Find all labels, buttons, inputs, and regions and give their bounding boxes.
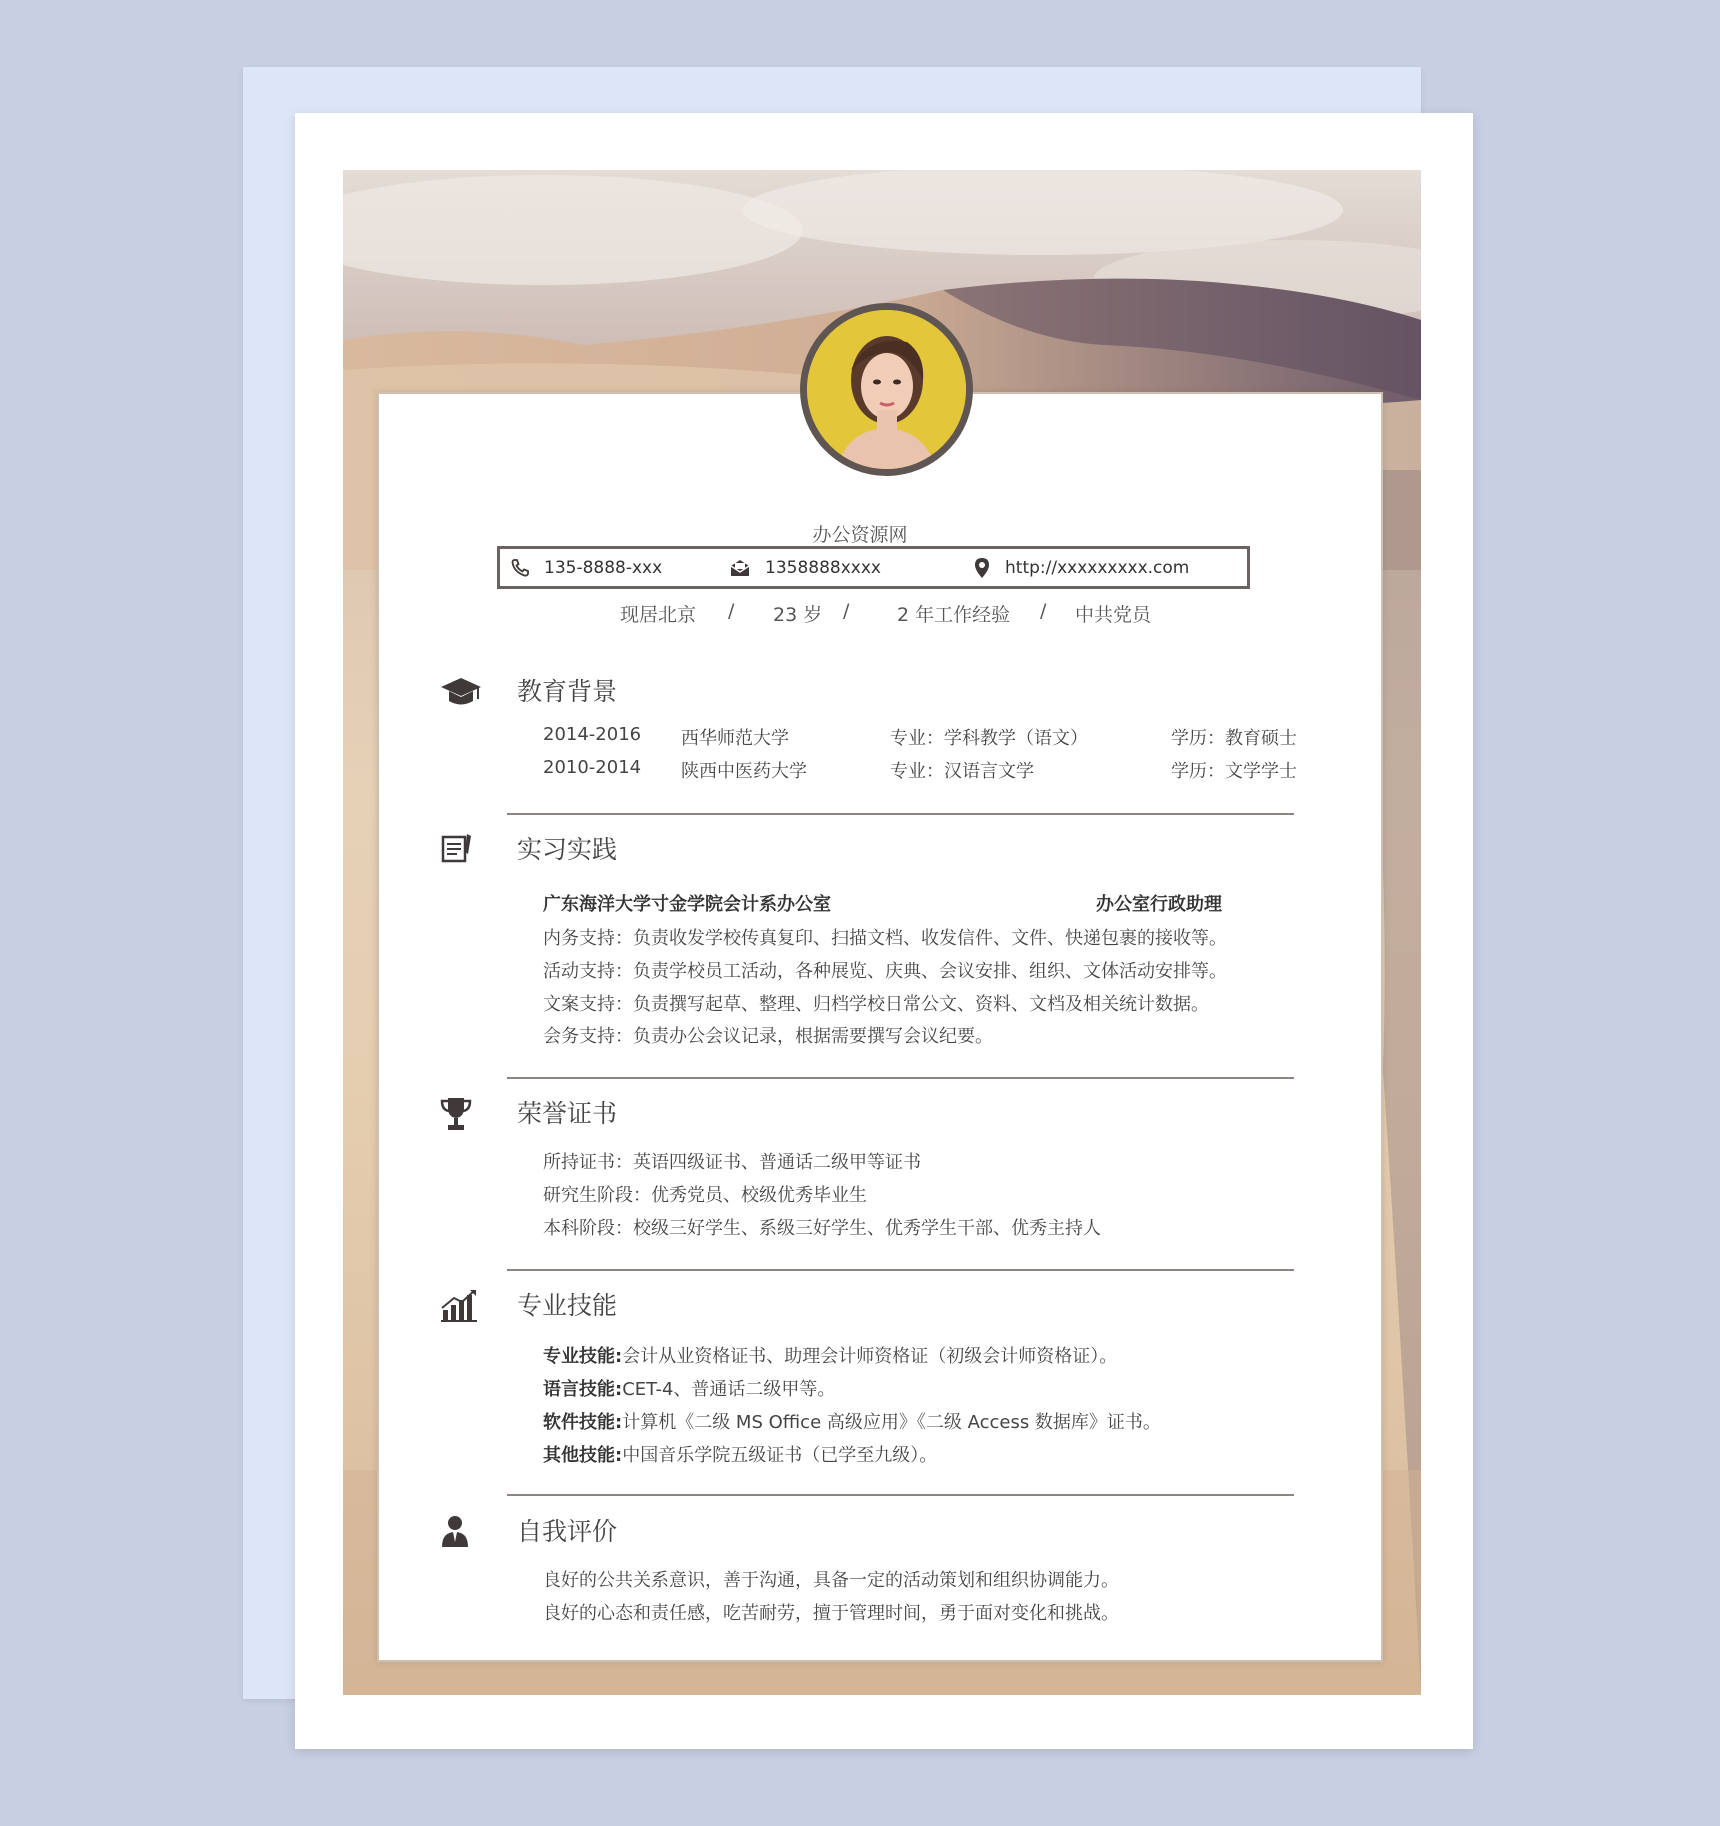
bar-chart-icon	[440, 1288, 478, 1322]
meta-political: 中共党员	[1075, 604, 1152, 626]
education-title: 教育背景	[517, 677, 618, 706]
phone-icon	[510, 558, 530, 578]
skill-item	[543, 1342, 1117, 1368]
skill-item	[543, 1441, 937, 1467]
internship-org: 广东海洋大学寸金学院会计系办公室	[543, 894, 831, 915]
phone-text: 135-8888-xxx	[544, 557, 663, 578]
skill-item	[543, 1408, 1161, 1434]
envelope-icon	[729, 558, 751, 578]
skill-text: 计算机《二级 MS Office 高级应用》《二级 Access 数据库》证书。	[622, 1412, 1161, 1433]
meta-location: 现居北京	[620, 604, 697, 626]
skill-text: 会计从业资格证书、助理会计师资格证（初级会计师资格证）。	[622, 1346, 1118, 1367]
internship-role: 办公室行政助理	[1096, 894, 1222, 915]
graduation-cap-icon	[440, 676, 482, 710]
skill-item	[543, 1375, 835, 1401]
person-icon	[440, 1514, 470, 1548]
location-pin-icon	[973, 557, 991, 579]
edu-degree: 学历：文学学士	[1171, 761, 1297, 782]
skills-title: 专业技能	[517, 1291, 618, 1320]
document-icon	[440, 832, 474, 864]
section-divider	[507, 1269, 1294, 1271]
edu-years: 2014-2016	[543, 724, 642, 745]
skill-text: CET-4、普通话二级甲等。	[622, 1379, 836, 1400]
contact-box	[497, 546, 1250, 589]
internship-line: 内务支持：负责收发学校传真复印、扫描文档、收发信件、文件、快递包裹的接收等。	[543, 928, 1227, 949]
edu-school: 陕西中医药大学	[681, 761, 807, 782]
contact-website	[973, 549, 1189, 586]
internship-line: 文案支持：负责撰写起草、整理、归档学校日常公文、资料、文档及相关统计数据。	[543, 994, 1209, 1015]
self-eval-line: 良好的公共关系意识，善于沟通，具备一定的活动策划和组织协调能力。	[543, 1570, 1119, 1591]
self-eval-title: 自我评价	[517, 1517, 618, 1546]
edu-degree: 学历：教育硕士	[1171, 728, 1297, 749]
website-text: http://xxxxxxxxx.com	[1005, 557, 1190, 578]
internship-line: 会务支持：负责办公会议记录，根据需要撰写会议纪要。	[543, 1026, 993, 1047]
trophy-icon	[440, 1096, 472, 1132]
skill-text: 中国音乐学院五级证书（已学至九级）。	[622, 1445, 938, 1466]
honors-title: 荣誉证书	[517, 1099, 618, 1128]
edu-years: 2010-2014	[543, 757, 642, 778]
meta-separator: /	[1040, 600, 1047, 622]
edu-school: 西华师范大学	[681, 728, 789, 749]
contact-phone	[510, 549, 662, 586]
email-text: 1358888xxxx	[765, 557, 881, 578]
self-eval-line: 良好的心态和责任感，吃苦耐劳，擅于管理时间，勇于面对变化和挑战。	[543, 1603, 1119, 1624]
honors-line: 本科阶段：校级三好学生、系级三好学生、优秀学生干部、优秀主持人	[543, 1218, 1101, 1239]
skill-label: 软件技能:	[543, 1412, 623, 1433]
meta-separator: /	[843, 600, 850, 622]
meta-separator: /	[728, 600, 735, 622]
meta-experience: 2 年工作经验	[897, 604, 1011, 626]
section-divider	[507, 1494, 1294, 1496]
honors-line: 所持证书：英语四级证书、普通话二级甲等证书	[543, 1152, 921, 1173]
avatar	[800, 303, 973, 476]
contact-email	[729, 549, 881, 586]
internship-title: 实习实践	[517, 835, 618, 864]
section-divider	[507, 813, 1294, 815]
skill-label: 专业技能:	[543, 1346, 623, 1367]
resume-name: 办公资源网	[812, 524, 908, 546]
internship-line: 活动支持：负责学校员工活动，各种展览、庆典、会议安排、组织、文体活动安排等。	[543, 961, 1227, 982]
skill-label: 语言技能:	[543, 1379, 623, 1400]
edu-major: 专业：学科教学（语文）	[890, 728, 1088, 749]
skill-label: 其他技能:	[543, 1445, 623, 1466]
meta-age: 23 岁	[773, 604, 823, 626]
honors-line: 研究生阶段：优秀党员、校级优秀毕业生	[543, 1185, 867, 1206]
edu-major: 专业：汉语言文学	[890, 761, 1034, 782]
section-divider	[507, 1077, 1294, 1079]
